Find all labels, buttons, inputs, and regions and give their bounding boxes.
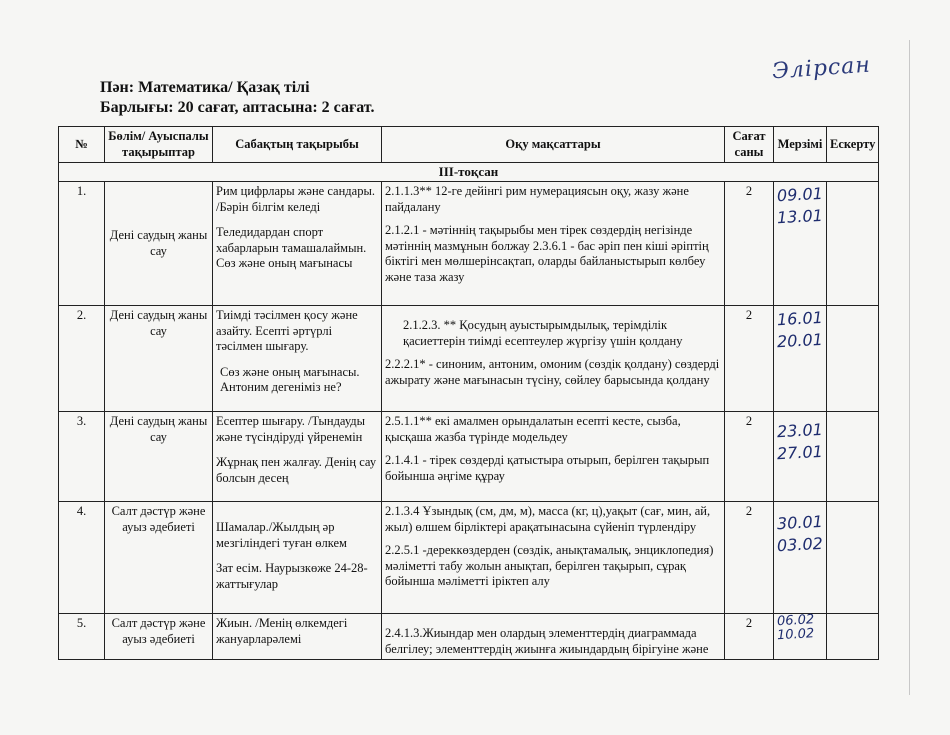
row-topic xyxy=(213,182,382,306)
row-topic xyxy=(213,502,382,614)
topic-text: Теледидардан спорт хабарларын тамашалаймын. Сөз және оның мағынасы xyxy=(216,225,367,270)
header-deadline: Мерзімі xyxy=(774,127,827,163)
row-section: Салт дәстүр және ауыз әдебиеті xyxy=(105,614,213,660)
objective-text: 2.1.4.1 - тірек сөздерді қатыстыра отырып, берілген тақырып бойынша әңгіме құрау xyxy=(385,453,710,483)
deadline-date: 27.01 xyxy=(776,441,824,464)
row-note xyxy=(827,182,879,306)
row-section: Салт дәстүр және ауыз әдебиеті xyxy=(105,502,213,614)
objective-text: 2.1.1.3** 12-ге дейінгі рим нумерациясын оқу, жазу және пайдалану xyxy=(385,184,689,214)
deadline-date: 20.01 xyxy=(776,329,824,352)
row-topic xyxy=(213,614,382,660)
deadline-date: 10.02 xyxy=(776,626,815,644)
topic-text: Рим цифрлары және сандары. /Бәрін білгім келеді xyxy=(216,184,375,214)
header-objectives: Оқу мақсаттары xyxy=(382,127,725,163)
row-objectives xyxy=(382,182,725,306)
row-hours: 2 xyxy=(725,182,774,306)
row-objectives xyxy=(382,502,725,614)
header-num: № xyxy=(59,127,105,163)
objective-text: 2.2.2.1* - синоним, антоним, омоним (сөздік қолдану) сөздерді ажырату және мағынасын түсіну, сөйлеу барысында қолдану xyxy=(385,357,720,387)
row-section: Дені саудың жаны сау xyxy=(105,412,213,502)
row-number: 3. xyxy=(59,412,105,502)
table-row xyxy=(59,502,879,614)
row-hours: 2 xyxy=(725,614,774,660)
row-note xyxy=(827,412,879,502)
table-header-row xyxy=(59,127,879,163)
objective-text: 2.1.3.4 Ұзындық (см, дм, м), масса (кг, ц),уақыт (сағ, мин, ай, жыл) өлшем бірліктері арақатынасына сүйеніп түрлендіру xyxy=(385,504,711,534)
lesson-plan-table xyxy=(58,126,879,660)
objective-text: 2.1.2.3. ** Қосудың ауыстырымдылық, терімділік қасиеттерін тиімді есептеулер жүргізу үшін қолдану xyxy=(403,318,683,348)
deadline-date: 13.01 xyxy=(776,205,824,228)
table-row xyxy=(59,614,879,660)
row-hours: 2 xyxy=(725,306,774,412)
deadline-date: 09.01 xyxy=(776,183,824,206)
quarter-label: ІІІ-тоқсан xyxy=(59,163,879,182)
header-note: Ескерту xyxy=(827,127,879,163)
deadline-date: 23.01 xyxy=(776,419,824,442)
topic-text: Есептер шығару. /Тындауды және түсіндіруді үйренемін xyxy=(216,414,366,444)
topic-text: Жиын. /Менің өлкемдегі жануарларәлемі xyxy=(216,616,348,646)
deadline-date: 30.01 xyxy=(776,511,824,534)
objective-text: 2.5.1.1** екі амалмен орындалатын есепті кесте, сызба, қысқаша жазба түрінде модельдеу xyxy=(385,414,681,444)
row-number: 2. xyxy=(59,306,105,412)
objective-text: 2.1.2.1 - мәтіннің тақырыбы мен тірек сөздердің негізінде мәтіннің мазмұнын болжау 2.3.6.1 - бас әріп пен кіші әріптің біктігі мен мөлшерінсақтап, оларды байланыстырып көлбеу және таза жазу xyxy=(385,223,709,284)
row-objectives xyxy=(382,614,725,660)
row-deadline xyxy=(774,614,827,660)
topic-text: Тиімді тәсілмен қосу және азайту. Есепті әртүрлі тәсілмен шығару. xyxy=(216,308,358,353)
deadline-date: 16.01 xyxy=(776,307,824,330)
row-section: Дені саудың жаны сау xyxy=(105,306,213,412)
quarter-row xyxy=(59,163,879,182)
deadline-date: 03.02 xyxy=(776,533,824,556)
row-deadline xyxy=(774,412,827,502)
handwritten-signature: Элірсан xyxy=(771,52,872,85)
table-row xyxy=(59,306,879,412)
topic-text: Жұрнақ пен жалғау. Денің сау болсын десең xyxy=(216,455,377,485)
row-number: 5. xyxy=(59,614,105,660)
row-note xyxy=(827,502,879,614)
objective-text: 2.4.1.3.Жиындар мен олардың элементтердің диаграммада белгілеу; элементтердің жиынға жиындардың бірігуіне және xyxy=(385,626,709,656)
deadline-date: 06.02 xyxy=(776,612,815,630)
topic-text: Шамалар./Жылдың әр мезгіліндегі туған өлкем xyxy=(216,520,347,550)
row-number: 4. xyxy=(59,502,105,614)
row-objectives xyxy=(382,412,725,502)
table-row xyxy=(59,412,879,502)
row-objectives xyxy=(382,306,725,412)
header-hours: Сағат саны xyxy=(725,127,774,163)
document-header xyxy=(100,78,374,118)
topic-text: Зат есім. Наурызкөже 24-28-жаттығулар xyxy=(216,561,368,591)
table-row xyxy=(59,182,879,306)
row-note xyxy=(827,306,879,412)
row-deadline xyxy=(774,306,827,412)
row-topic xyxy=(213,412,382,502)
row-note xyxy=(827,614,879,660)
hours-line: Барлығы: 20 сағат, аптасына: 2 сағат. xyxy=(100,99,375,116)
row-number: 1. xyxy=(59,182,105,306)
topic-text: Сөз және оның мағынасы. Антоним дегеніміз не? xyxy=(220,364,360,394)
row-deadline xyxy=(774,182,827,306)
row-hours: 2 xyxy=(725,502,774,614)
row-section: Дені саудың жаны сау xyxy=(105,182,213,306)
page-edge-line xyxy=(909,40,910,695)
subject-line: Пән: Математика/ Қазақ тілі xyxy=(100,79,310,96)
row-hours: 2 xyxy=(725,412,774,502)
header-topic: Сабақтың тақырыбы xyxy=(213,127,382,163)
row-topic xyxy=(213,306,382,412)
objective-text: 2.2.5.1 -дереккөздерден (сөздік, анықтамалық, энциклопедия) мәліметті табу жолын анықтап, берілген тақырып, сұрақ бойынша мәліметті іріктеп алу xyxy=(385,543,714,588)
header-section: Бөлім/ Ауыспалы тақырыптар xyxy=(105,127,213,163)
row-deadline xyxy=(774,502,827,614)
